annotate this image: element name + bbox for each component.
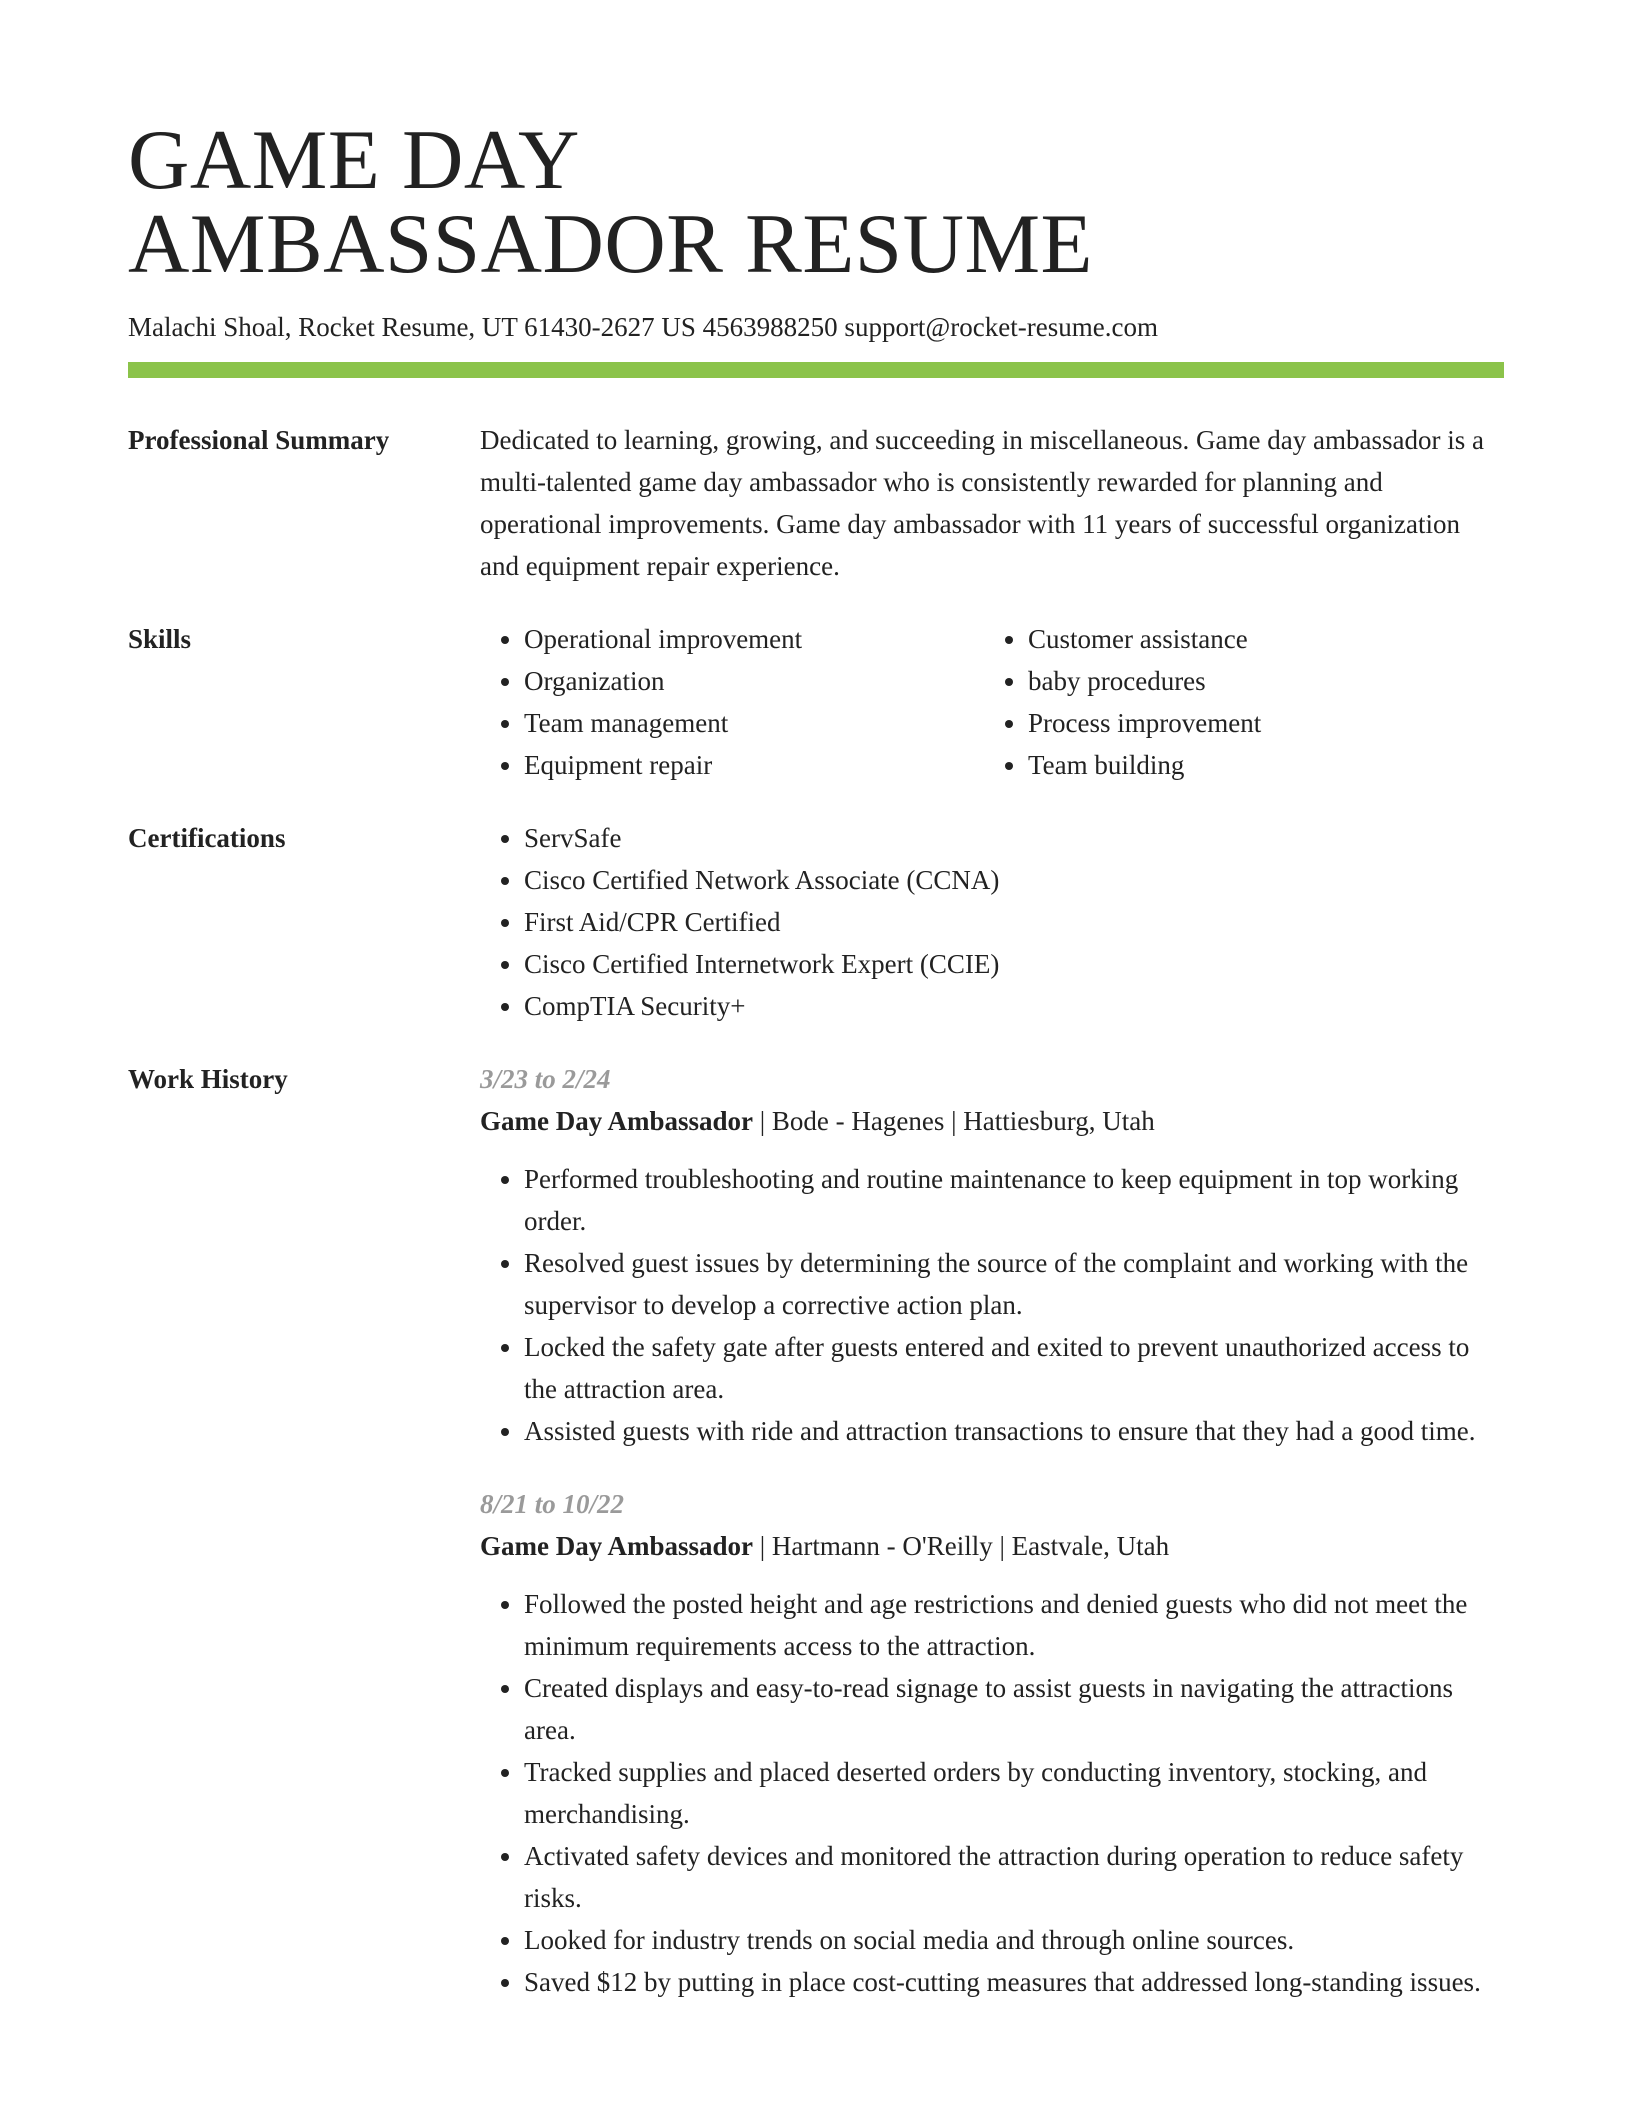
job-header [480,1100,1504,1142]
job-title: Game Day Ambassador [480,1106,754,1136]
job-header [480,1525,1504,1567]
skill-item: • Operational improvement [524,618,984,660]
job-entry [480,1483,1504,2003]
resume-title-line2: AMBASSADOR RESUME [128,197,1093,291]
work-history-heading: Work History [128,1064,288,1094]
certification-item: • CompTIA Security+ [524,985,1504,1027]
job-bullet: • Saved $12 by putting in place cost-cutting measures that addressed long-standing issues. [524,1961,1504,2003]
certification-item: • Cisco Certified Network Associate (CCNA) [524,859,1504,901]
certifications-heading: Certifications [128,823,286,853]
skills-heading: Skills [128,624,192,654]
accent-divider [128,362,1504,378]
work-history-body [480,1058,1504,2003]
job-bullet: • Locked the safety gate after guests entered and exited to prevent unauthorized access to the attraction area. [524,1326,1504,1410]
skills-list-right [984,618,1488,786]
skill-item: • Team management [524,702,984,744]
job-bullet: • Followed the posted height and age restrictions and denied guests who did not meet the minimum requirements access to the attraction. [524,1583,1504,1667]
skill-item: • Customer assistance [1028,618,1488,660]
summary-heading: Professional Summary [128,425,390,455]
job-bullet: • Assisted guests with ride and attraction transactions to ensure that they had a good time. [524,1410,1504,1452]
certification-item: • Cisco Certified Internetwork Expert (CCIE) [524,943,1504,985]
skills-list-left [480,618,984,786]
job-entry [480,1058,1504,1452]
job-details: | Hartmann - O'Reilly | Eastvale, Utah [753,1531,1170,1561]
skills-columns [480,618,1504,786]
skill-item: • Equipment repair [524,744,984,786]
certifications-list [480,817,1504,1027]
job-title: Game Day Ambassador [480,1531,754,1561]
skills-body [480,618,1504,786]
certification-item: • ServSafe [524,817,1504,859]
summary-section [128,419,1504,587]
skill-item: • Organization [524,660,984,702]
certifications-section [128,817,1504,1027]
job-details: | Bode - Hagenes | Hattiesburg, Utah [753,1106,1155,1136]
job-bullets [480,1158,1504,1452]
job-bullet: • Created displays and easy-to-read signage to assist guests in navigating the attractions area. [524,1667,1504,1751]
certifications-body [480,817,1504,1027]
job-bullet: • Activated safety devices and monitored the attraction during operation to reduce safety risks. [524,1835,1504,1919]
job-dates: 8/21 to 10/22 [480,1489,625,1519]
skill-item: • Process improvement [1028,702,1488,744]
certification-item: • First Aid/CPR Certified [524,901,1504,943]
skills-section [128,618,1504,786]
job-bullet: • Performed troubleshooting and routine maintenance to keep equipment in top working order. [524,1158,1504,1242]
job-bullet: • Looked for industry trends on social media and through online sources. [524,1919,1504,1961]
job-bullet: • Resolved guest issues by determining the source of the complaint and working with the supervisor to develop a corrective action plan. [524,1242,1504,1326]
job-dates: 3/23 to 2/24 [480,1064,611,1094]
summary-text: Dedicated to learning, growing, and succeeding in miscellaneous. Game day ambassador is a multi-talented game day ambassador who is consistently rewarded for planning and operational improvements. Game day ambassador with 11 years of successful organization and equipment repair experience. [480,425,1484,581]
resume-title [128,113,1504,291]
resume-title-line1: GAME DAY [128,113,580,207]
job-bullets [480,1583,1504,2003]
work-history-section [128,1058,1504,2003]
contact-line: Malachi Shoal, Rocket Resume, UT 61430-2627 US 4563988250 support@rocket-resume.com [128,312,1158,342]
job-bullet: • Tracked supplies and placed deserted orders by conducting inventory, stocking, and merchandising. [524,1751,1504,1835]
skill-item: • baby procedures [1028,660,1488,702]
skill-item: • Team building [1028,744,1488,786]
skills-column-right [984,618,1488,786]
skills-column-left [480,618,984,786]
